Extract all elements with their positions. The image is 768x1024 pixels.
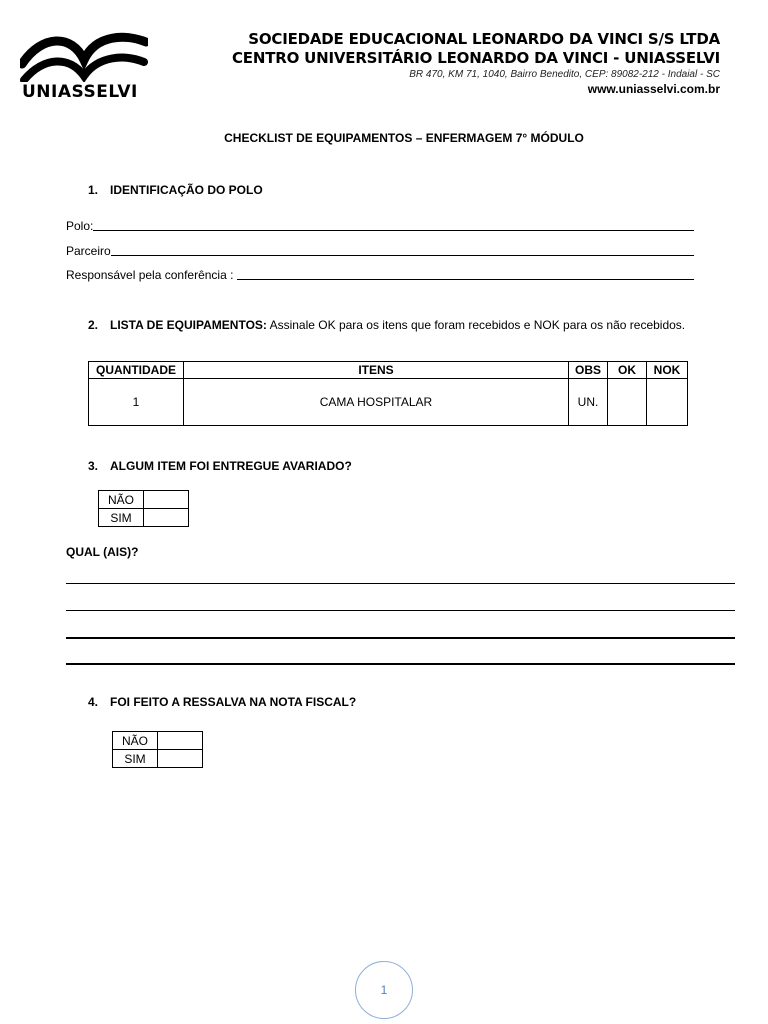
answer-line-4[interactable] [66,663,735,665]
option-nao-checkbox[interactable] [158,732,203,750]
org-name-line2: CENTRO UNIVERSITÁRIO LEONARDO DA VINCI - UNIASSELVI [231,49,720,67]
section4-title: FOI FEITO A RESSALVA NA NOTA FISCAL? [110,695,357,709]
header-quantidade: QUANTIDADE [89,362,184,379]
polo-field[interactable] [66,217,694,233]
section1-number: 1. [88,183,99,197]
parceiro-field[interactable] [66,242,694,258]
parceiro-label: Parceiro [66,244,111,258]
section3-heading [88,459,352,473]
which-items-label: QUAL (AIS)? [66,545,139,559]
book-wings-icon [20,30,148,82]
polo-label: Polo: [66,219,94,233]
table-row [89,379,688,426]
table-header-row [89,362,688,379]
cell-nok[interactable] [647,379,688,426]
section2-description: Assinale OK para os itens que foram recebidos e NOK para os não recebidos. [266,318,686,332]
section2-number: 2. [88,318,99,332]
header-nok: NOK [647,362,688,379]
option-nao-label: NÃO [113,732,158,750]
answer-line-3[interactable] [66,637,735,639]
section2-title: LISTA DE EQUIPAMENTOS: [110,318,267,332]
answer-line-1[interactable] [66,583,735,584]
header-itens: ITENS [184,362,569,379]
org-website: www.uniasselvi.com.br [587,82,720,96]
section1-title: IDENTIFICAÇÃO DO POLO [110,183,263,197]
org-name-line1: SOCIEDADE EDUCACIONAL LEONARDO DA VINCI S/S LTDA [248,30,720,48]
answer-line-2[interactable] [66,610,735,611]
section2-heading [88,318,685,332]
option-nao-label: NÃO [99,491,144,509]
logo-text: UNIASSELVI [22,82,138,102]
cell-ok[interactable] [608,379,647,426]
responsavel-label: Responsável pela conferência : [66,268,234,282]
section4-number: 4. [88,695,99,709]
option-row-nao [113,732,203,750]
option-nao-checkbox[interactable] [144,491,189,509]
uniasselvi-logo [20,30,148,106]
header-ok: OK [608,362,647,379]
option-sim-label: SIM [113,750,158,768]
document-title: CHECKLIST DE EQUIPAMENTOS – ENFERMAGEM 7° MÓDULO [224,131,584,145]
option-sim-label: SIM [99,509,144,527]
org-address: BR 470, KM 71, 1040, Bairro Benedito, CEP: 89082-212 - Indaial - SC [409,69,720,80]
page-number: 1 [355,961,413,1019]
polo-line[interactable] [93,230,694,231]
option-sim-checkbox[interactable] [144,509,189,527]
cell-item: CAMA HOSPITALAR [184,379,569,426]
cell-quantidade: 1 [89,379,184,426]
option-row-nao [99,491,189,509]
organization-header [232,30,720,97]
option-row-sim [99,509,189,527]
damaged-options-table [98,490,189,527]
section3-number: 3. [88,459,99,473]
responsavel-field[interactable] [66,266,694,282]
cell-obs: UN. [569,379,608,426]
header-obs: OBS [569,362,608,379]
section1-heading [88,183,263,197]
equipment-table [88,361,688,426]
responsavel-line[interactable] [237,279,694,280]
section3-title: ALGUM ITEM FOI ENTREGUE AVARIADO? [110,459,352,473]
parceiro-line[interactable] [111,255,694,256]
section4-heading [88,695,356,709]
invoice-options-table [112,731,203,768]
option-row-sim [113,750,203,768]
option-sim-checkbox[interactable] [158,750,203,768]
